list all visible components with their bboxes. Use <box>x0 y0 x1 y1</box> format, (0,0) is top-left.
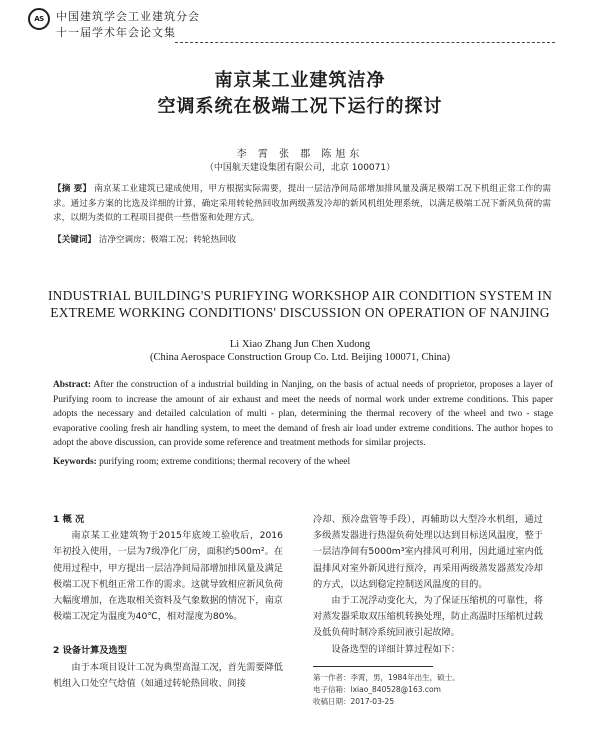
header-conference: 十一届学术年会论文集 <box>56 26 176 39</box>
footnote <box>313 672 553 708</box>
right-paragraph-2: 由于工况浮动变化大，为了保证压缩机的可靠性，将对蒸发器采取双压缩机转换处理，防止高温时压缩机过载及低负荷时制冷系统回液引起故障。 <box>313 595 543 639</box>
right-paragraph-1: 冷却、预冷盘管等手段），再辅助以大型冷水机组，通过多级蒸发器进行热湿负荷处理以达到目标送风温度，整于一层洁净间有5000m³室内排风可利用，因此通过室内低温排风对室外新风进行预冷，再采用两级蒸发器蒸发冷却的方式，以达到稳定控制送风温度的目的。 <box>313 514 543 590</box>
authors-cn: 李 霄 张 郡 陈旭东 <box>236 149 364 160</box>
section2-heading: 2 设备计算及选型 <box>53 645 127 657</box>
keywords-en-text: purifying room; extreme conditions; thermal recovery of the wheel <box>99 457 351 467</box>
keywords-en <box>53 457 553 467</box>
body-right-column <box>313 512 543 658</box>
abstract-en-text: After the construction of a industrial building in Nanjing, on the basis of actual needs of proprietor, proposes a layer of Purifying room to increase the amount of air exhaust and meet the needs of normal work under extreme conditions. This paper adopts the necessary and detailed calculation of multi - plan, determining the thermal recovery of the wheel and two - stage evaporative cooling fresh air handling system, to meet the demand of fresh air load under extreme conditions. The author hopes to adopt the above discussion, can provide some reference and treatment methods for similar projects. <box>53 380 553 448</box>
society-logo: AS <box>28 8 50 30</box>
keywords-cn <box>53 233 551 245</box>
footnote-received: 收稿日期：2017-03-25 <box>313 697 395 706</box>
keywords-cn-label: 【关键词】 <box>53 235 96 245</box>
abstract-cn <box>53 182 551 226</box>
footnote-author: 第一作者：李霄，男，1984年出生，硕士。 <box>313 673 460 682</box>
section2-paragraph: 由于本项目设计工况为典型高湿工况，首先需要降低机组入口处空气焓值（如通过转轮热回收、间接 <box>53 661 283 689</box>
affiliation-cn: （中国航天建设集团有限公司，北京 100071） <box>204 163 396 173</box>
title-en: INDUSTRIAL BUILDING'S PURIFYING WORKSHOP AIR CONDITION SYSTEM IN EXTREME WORKING CONDITIONS' DISCUSSION ON OPERATION OF NANJING <box>47 288 553 320</box>
abstract-cn-text: 南京某工业建筑已建成使用，甲方根据实际需要，提出一层洁净间局部增加排风量及满足极端工况下机组正常工作的需求。通过多方案的比选及详细的计算，确定采用转轮热回收加两级蒸发冷却的新风机组处理系统，以满足极端工况下新风负荷的需求，以期为类似的工程项目提供一些借鉴和处理方式。 <box>53 184 552 223</box>
title-cn-line1: 南京某工业建筑洁净 <box>214 70 386 91</box>
authors-en: Li Xiao Zhang Jun Chen Xudong <box>229 339 371 350</box>
footnote-divider <box>313 666 433 667</box>
section1-paragraph: 南京某工业建筑物于2015年底竣工验收后，2016年初投入使用，一层为7级净化厂房，面积约500m²。在使用过程中，甲方提出一层洁净间局部增加排风量及满足极端工况下机组正常工作的需求。这就导致相应新风负荷大幅度增加，在选取相关资料及气象数据的情况下，南京极端工况定为温度为40℃，相对湿度为80%。 <box>53 530 283 623</box>
keywords-en-label: Keywords: <box>53 457 97 467</box>
footnote-email: 电子信箱：lxiao_840528@163.com <box>313 685 441 694</box>
abstract-en-label: Abstract: <box>53 380 92 390</box>
header-divider <box>175 42 555 43</box>
title-cn-line2: 空调系统在极端工况下运行的探讨 <box>157 96 443 117</box>
abstract-en <box>53 378 553 451</box>
affiliation-en: (China Aerospace Construction Group Co. Ltd. Beijing 100071, China) <box>149 352 451 363</box>
keywords-cn-text: 洁净空调房；极端工况；转轮热回收 <box>98 235 237 245</box>
section1-heading: 1 概 况 <box>53 514 85 525</box>
body-left-column <box>53 512 283 692</box>
right-paragraph-3: 设备选型的详细计算过程如下： <box>331 643 461 655</box>
header-org: 中国建筑学会工业建筑分会 <box>56 10 200 23</box>
abstract-cn-label: 【摘 要】 <box>53 184 92 194</box>
